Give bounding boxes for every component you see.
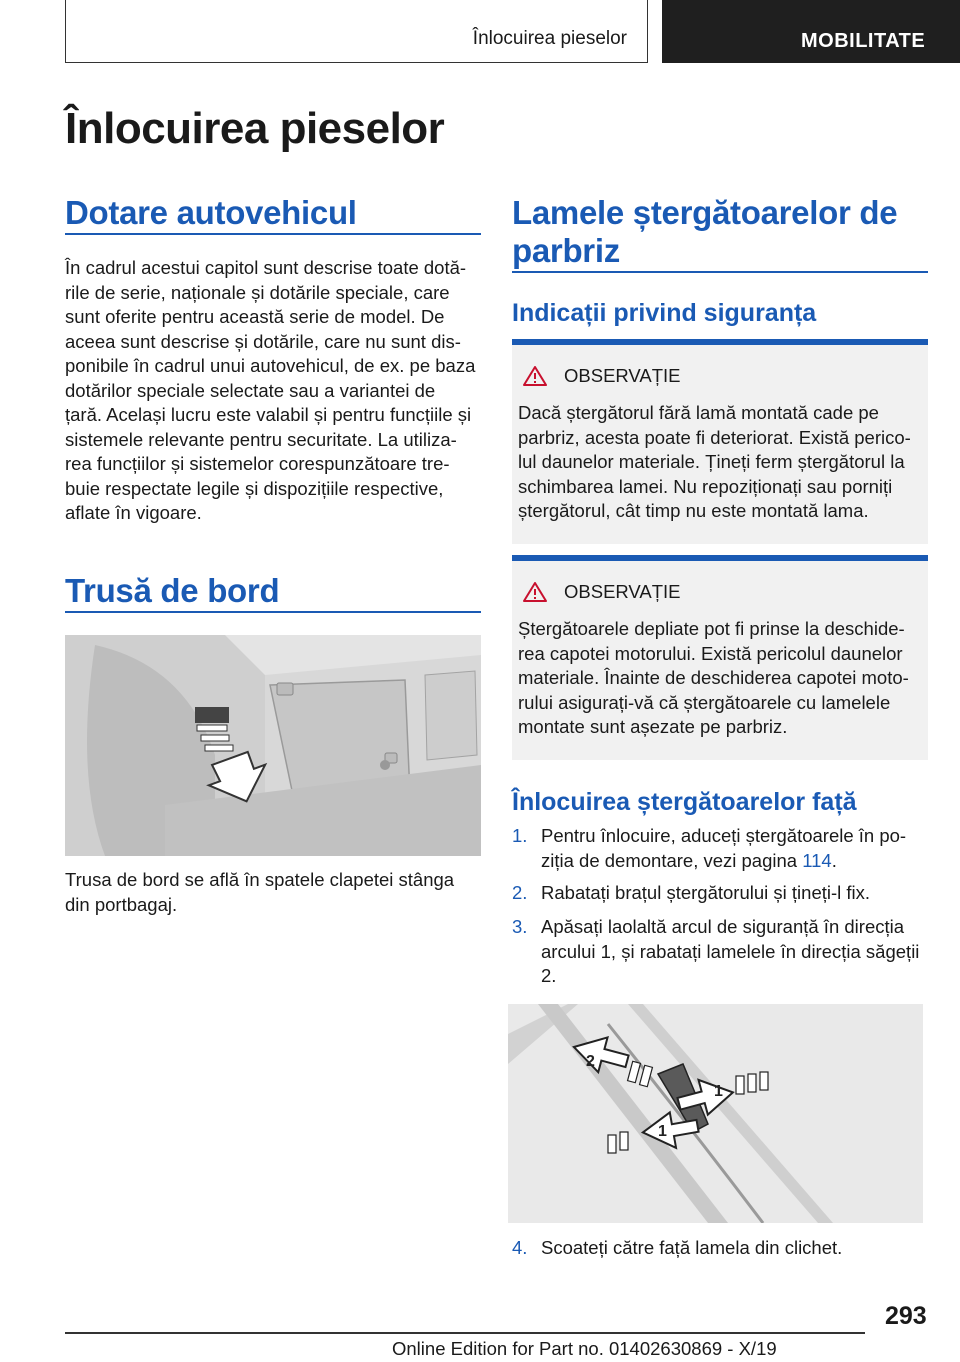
toolkit-caption-line: din portbagaj. <box>65 893 178 915</box>
notice-line: lul daunelor materiale. Țineți ferm ștergătorul la <box>518 451 905 472</box>
trunk-toolkit-illustration <box>65 635 481 856</box>
step-text <box>541 824 931 873</box>
step-line: 2. <box>541 965 557 986</box>
step-number: 1. <box>512 825 528 846</box>
toolkit-caption-line: Trusa de bord se află în spatele clapetei stânga <box>65 869 455 890</box>
page-reference-link[interactable]: 114 <box>802 849 832 871</box>
notice-label: OBSERVAȚIE <box>564 365 681 386</box>
page-header <box>0 0 960 66</box>
safety-heading: Indicații privind siguranța <box>512 299 817 327</box>
toolkit-heading-rule <box>65 611 481 613</box>
step-item <box>512 824 928 874</box>
notice-text <box>518 401 928 524</box>
equipment-line: rile de serie, naționale și dotările speciale, care <box>65 281 450 303</box>
step-line: Pentru înlocuire, aduceți ștergătoarele în po‐ <box>541 825 907 846</box>
notice-header <box>522 581 681 603</box>
equipment-heading-rule <box>65 233 481 235</box>
notice-line: schimbarea lamei. Nu repoziționați sau porniți <box>518 475 893 497</box>
diagram-label-arrow-1: 1 <box>658 1123 667 1140</box>
header-section-title: Înlocuirea pieselor <box>472 28 627 49</box>
step-item <box>512 881 928 907</box>
step-line: Apăsați laolaltă arcul de siguranță în direcția <box>541 916 905 937</box>
diagram-label-arrow-2: 2 <box>586 1053 595 1070</box>
notice-line: parbriz, acesta poate fi deteriorat. Există perico‐ <box>518 426 911 448</box>
step-number: 4. <box>512 1237 528 1258</box>
equipment-line: ponibile în cadrul unui autovehicul, de ex. pe baza <box>65 355 476 376</box>
equipment-line: aflate în vigoare. <box>65 502 202 523</box>
footer-edition: Online Edition for Part no. 01402630869 - X/19 <box>392 1338 777 1359</box>
notice-header <box>522 365 681 387</box>
wiper-blade-illustration <box>508 1004 923 1223</box>
equipment-line: sunt oferite pentru această serie de model. De <box>65 306 445 327</box>
step-text <box>541 881 931 906</box>
wipers-heading <box>512 194 897 270</box>
equipment-line: aceea sunt descrise și dotările, care nu sunt dis‐ <box>65 330 461 352</box>
footer-rule <box>65 1332 865 1334</box>
step-text <box>541 915 931 989</box>
step-line <box>541 849 931 874</box>
wiper-illustration-svg <box>508 1004 923 1223</box>
notice-text <box>518 617 928 740</box>
step-text-fragment: ziția de demontare, vezi pagina <box>541 849 803 871</box>
warning-triangle-icon <box>522 365 548 387</box>
equipment-line: rea funcțiilor și sistemelor corespunzătoare tre‐ <box>65 453 450 474</box>
step-text-fragment: . <box>831 849 837 871</box>
notice-box <box>512 555 928 760</box>
diagram-label-arrow-1: 1 <box>714 1083 723 1100</box>
equipment-line: țară. Același lucru este valabil și pentru funcțiile și <box>65 404 472 425</box>
equipment-paragraph <box>65 256 475 526</box>
notice-line: Dacă ștergătorul fără lamă montată cade pe <box>518 402 879 423</box>
notice-line: Ștergătoarele depliate pot fi prinse la deschide‐ <box>518 618 905 639</box>
header-section-box <box>65 0 648 63</box>
step-number: 3. <box>512 916 528 937</box>
step-line: Scoateți către față lamela din clichet. <box>541 1237 843 1258</box>
step-line: Rabatați brațul ștergătorului și țineți-l fix. <box>541 882 871 903</box>
notice-line: ștergătorul, cât timp nu este montată lama. <box>518 500 869 521</box>
page-title: Înlocuirea pieselor <box>65 104 445 153</box>
trunk-illustration-svg <box>65 635 481 856</box>
step-text <box>541 1236 931 1261</box>
equipment-line: sistemele relevante pentru securitate. La utiliza‐ <box>65 428 457 450</box>
step-number: 2. <box>512 882 528 903</box>
toolkit-caption <box>65 868 454 917</box>
equipment-line: buie respectate legile și dispozițiile respective, <box>65 477 444 499</box>
equipment-heading: Dotare autovehicul <box>65 194 357 231</box>
step-item <box>512 1236 928 1262</box>
step-item <box>512 915 928 991</box>
equipment-line: dotărilor speciale selectate sau a variantei de <box>65 379 436 401</box>
warning-triangle-icon <box>522 581 548 603</box>
wipers-heading-rule <box>512 271 928 273</box>
wipers-heading-line: Lamele ștergătoarelor de <box>512 194 898 231</box>
notice-box <box>512 339 928 544</box>
header-chapter-tab: MOBILITATE <box>662 0 960 63</box>
notice-line: materiale. Înainte de deschiderea capotei moto‐ <box>518 667 909 688</box>
notice-label: OBSERVAȚIE <box>564 581 681 602</box>
notice-line: rea capotei motorului. Există pericolul daunelor <box>518 642 903 664</box>
wipers-heading-line: parbriz <box>512 232 620 269</box>
toolkit-heading: Trusă de bord <box>65 572 280 609</box>
equipment-line: În cadrul acestui capitol sunt descrise toate dotă‐ <box>65 257 467 278</box>
step-line: arcului 1, și rabatați lamelele în direcția săgeții <box>541 940 920 962</box>
page-number: 293 <box>885 1302 927 1330</box>
notice-line: montate sunt așezate pe parbriz. <box>518 716 788 737</box>
notice-line: rului asigurați-vă că ștergătoarele cu lamelele <box>518 691 891 713</box>
front-wipers-heading: Înlocuirea ștergătoarelor față <box>512 788 857 816</box>
